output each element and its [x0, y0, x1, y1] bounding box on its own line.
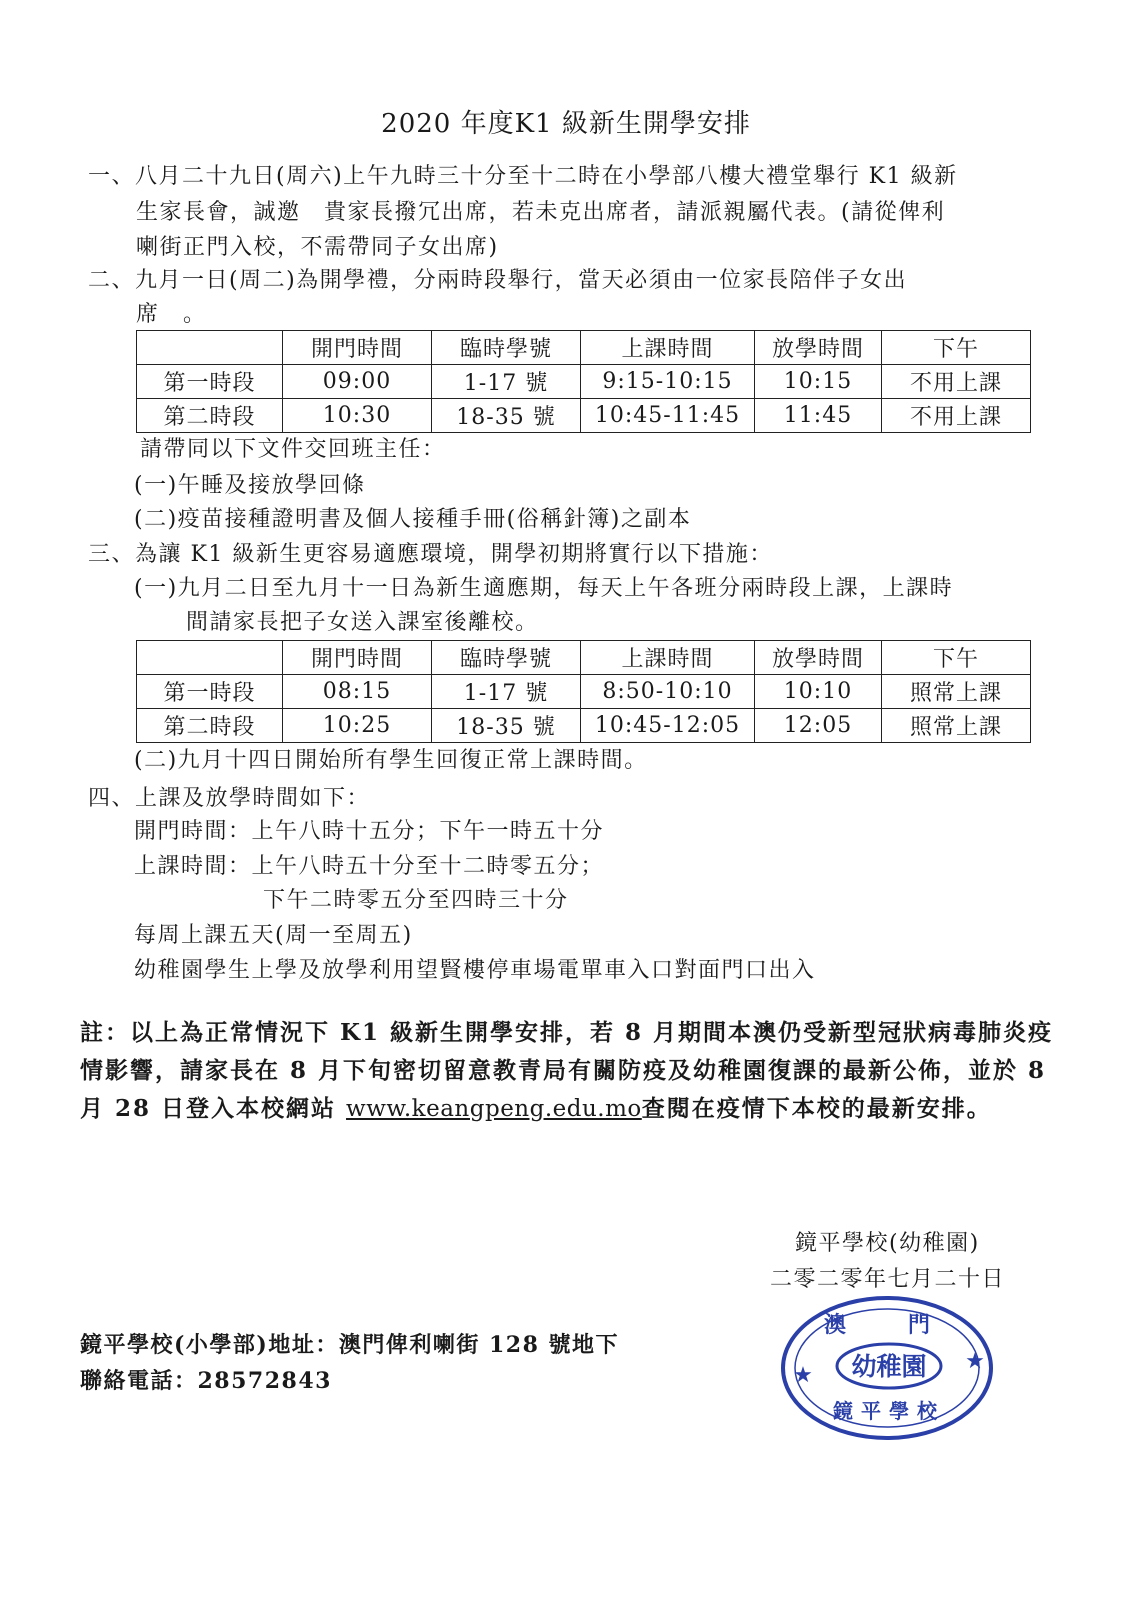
- school-website-link[interactable]: www.keangpeng.edu.mo: [346, 1096, 642, 1122]
- table-cell: 不用上課: [882, 365, 1031, 399]
- table-cell: 開門時間: [283, 331, 432, 365]
- school-seal: [775, 1290, 1000, 1445]
- seal-bottom-text: 鏡平學校: [833, 1399, 945, 1423]
- table-header-row: [137, 641, 1031, 675]
- sec4-class-time-2: 下午二時零五分至四時三十分: [263, 888, 569, 913]
- table-cell: 18-35 號: [432, 399, 581, 433]
- star-icon: ★: [965, 1349, 985, 1374]
- note-text: 註：以上為正常情況下 K1 級新生開學安排，若 8 月期間本澳仍受新型冠狀病毒肺炎疫情影響，請家長在 8 月下旬密切留意教青局有關防疫及幼稚園復課的最新公佈，並於 8 月 28 日登入本校網站: [80, 1019, 1054, 1122]
- sec1-line3: 喇街正門入校，不需帶同子女出席): [136, 235, 499, 260]
- table-cell: 上課時間: [581, 331, 755, 365]
- table-cell: 臨時學號: [432, 641, 581, 675]
- seal-center-text: 幼稚園: [851, 1352, 927, 1381]
- table-cell: 08:15: [283, 675, 432, 709]
- table-cell: 上課時間: [581, 641, 755, 675]
- table-cell: 18-35 號: [432, 709, 581, 743]
- sec1-line2: 生家長會，誠邀 貴家長撥冗出席，若未克出席者，請派親屬代表。(請從俾利: [136, 200, 946, 225]
- signature-school: 鏡平學校(幼稚園): [795, 1231, 980, 1256]
- table-cell: 臨時學號: [432, 331, 581, 365]
- sec3-sub1-line1: (一)九月二日至九月十一日為新生適應期，每天上午各班分兩時段上課，上課時: [134, 576, 954, 601]
- table-cell: 10:45-12:05: [581, 709, 755, 743]
- table-cell: 11:45: [755, 399, 882, 433]
- table-cell: 第一時段: [137, 365, 283, 399]
- footer-phone: 聯絡電話：28572843: [80, 1368, 332, 1394]
- docs-item2: (二)疫苗接種證明書及個人接種手冊(俗稱針簿)之副本: [134, 507, 692, 532]
- page-title: 2020 年度K1 級新生開學安排: [381, 109, 751, 139]
- sec3-line1: 三、為讓 K1 級新生更容易適應環境，開學初期將實行以下措施：: [88, 542, 773, 567]
- table-cell: 10:45-11:45: [581, 399, 755, 433]
- table-cell: 10:30: [283, 399, 432, 433]
- note-paragraph: [80, 1014, 1060, 1128]
- sec4-gate-info: 幼稚園學生上學及放學利用望賢樓停車場電單車入口對面門口出入: [134, 958, 816, 983]
- footer-address: 鏡平學校(小學部)地址：澳門俾利喇街 128 號地下: [80, 1332, 620, 1358]
- table-row: [137, 709, 1031, 743]
- sec2-line1: 二、九月一日(周二)為開學禮，分兩時段舉行，當天必須由一位家長陪伴子女出: [88, 268, 908, 293]
- table-row: [137, 365, 1031, 399]
- seal-top-text: 澳 門: [823, 1312, 951, 1338]
- docs-item1: (一)午睡及接放學回條: [134, 473, 366, 498]
- sec2-line2: 席 。: [136, 302, 207, 327]
- sec4-class-time-1: 上課時間：上午八時五十分至十二時零五分；: [134, 854, 605, 879]
- table-cell: 10:25: [283, 709, 432, 743]
- sec4-open-time: 開門時間：上午八時十五分；下午一時五十分: [134, 819, 605, 844]
- table-cell: 1-17 號: [432, 365, 581, 399]
- table-cell: 不用上課: [882, 399, 1031, 433]
- table-cell: 第二時段: [137, 399, 283, 433]
- table-cell: 09:00: [283, 365, 432, 399]
- table-cell: 9:15-10:15: [581, 365, 755, 399]
- table-header-row: [137, 331, 1031, 365]
- table-cell: 8:50-10:10: [581, 675, 755, 709]
- sec3-sub1-line2: 間請家長把子女送入課室後離校。: [186, 610, 539, 635]
- table-cell: 10:15: [755, 365, 882, 399]
- sec3-sub2: (二)九月十四日開始所有學生回復正常上課時間。: [134, 748, 648, 773]
- docs-intro: 請帶同以下文件交回班主任：: [140, 437, 446, 462]
- table-cell: 下午: [882, 331, 1031, 365]
- sec1-line1: 一、八月二十九日(周六)上午九時三十分至十二時在小學部八樓大禮堂舉行 K1 級新: [88, 164, 958, 189]
- table-cell: 1-17 號: [432, 675, 581, 709]
- table-row: [137, 675, 1031, 709]
- sec4-weekdays: 每周上課五天(周一至周五): [134, 923, 413, 948]
- table-row: [137, 399, 1031, 433]
- table-cell: 照常上課: [882, 709, 1031, 743]
- star-icon: ★: [793, 1363, 813, 1388]
- sec4-line1: 四、上課及放學時間如下：: [88, 786, 371, 811]
- table-cell: [137, 641, 283, 675]
- note-text-end: 查閱在疫情下本校的最新安排。: [641, 1095, 992, 1122]
- table-cell: 照常上課: [882, 675, 1031, 709]
- table-cell: 第一時段: [137, 675, 283, 709]
- table-cell: 10:10: [755, 675, 882, 709]
- table-cell: 開門時間: [283, 641, 432, 675]
- table-cell: 12:05: [755, 709, 882, 743]
- table-cell: 下午: [882, 641, 1031, 675]
- schedule-table-adaptation: [136, 640, 1031, 743]
- signature-date: 二零二零年七月二十日: [770, 1267, 1006, 1292]
- schedule-table-opening: [136, 330, 1031, 433]
- table-cell: 放學時間: [755, 641, 882, 675]
- table-cell: 放學時間: [755, 331, 882, 365]
- table-cell: [137, 331, 283, 365]
- table-cell: 第二時段: [137, 709, 283, 743]
